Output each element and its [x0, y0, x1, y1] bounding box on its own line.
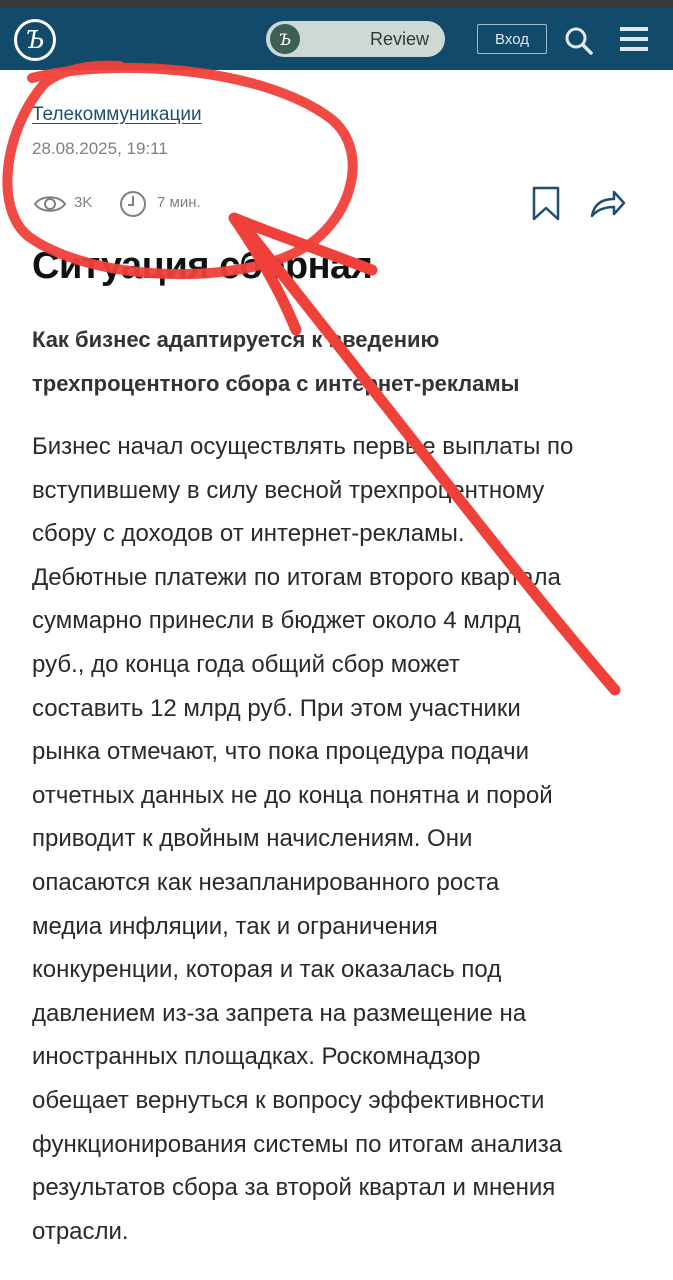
annotation-circle: [7, 66, 352, 274]
body-line: приводит к двойным начислениям. Они: [32, 825, 473, 853]
body-line: отчетных данных не до конца понятна и порой: [32, 781, 553, 809]
body-line: вступившему в силу весной трехпроцентному: [32, 476, 545, 504]
clock-icon: [118, 189, 148, 219]
body-line: конкуренции, которая и так оказалась под: [32, 956, 502, 984]
body-line: суммарно принесли в бюджет около 4 млрд: [32, 607, 521, 635]
body-line: Дебютные платежи по итогам второго квартала: [32, 563, 561, 591]
article-subtitle: [32, 318, 632, 406]
article-body: [32, 425, 642, 1253]
body-line: отрасли.: [32, 1217, 129, 1245]
site-header: [0, 8, 673, 70]
review-label: Review: [370, 29, 430, 49]
category-link[interactable]: Телекоммуникации: [32, 104, 202, 125]
body-line: составить 12 млрд руб. При этом участники: [32, 694, 521, 722]
review-button[interactable]: [266, 21, 445, 57]
body-line: обещает вернуться к вопросу эффективности: [32, 1086, 545, 1114]
site-logo[interactable]: [14, 19, 56, 61]
logo-letter: Ъ: [25, 26, 45, 54]
body-line: давлением из-за запрета на размещение на: [32, 999, 527, 1027]
read-time: 7 мин.: [157, 194, 201, 211]
eye-icon: [33, 192, 67, 216]
body-line: иностранных площадках. Роскомнадзор: [32, 1043, 481, 1071]
review-logo-icon: [270, 24, 300, 54]
publish-date: 28.08.2025, 19:11: [32, 139, 168, 158]
body-line: Бизнес начал осуществлять первые выплаты по: [32, 433, 574, 460]
body-line: функционирования системы по итогам анализа: [32, 1130, 563, 1158]
body-line: сбору с доходов от интернет-рекламы.: [32, 520, 465, 548]
subtitle-line: Как бизнес адаптируется к введению: [32, 327, 440, 352]
body-line: опасаются как незапланированного роста: [32, 868, 500, 896]
status-bar: [0, 0, 673, 8]
login-button[interactable]: Вход: [477, 24, 547, 54]
share-icon[interactable]: [588, 186, 626, 222]
article-title: Ситуация сборная: [32, 245, 373, 287]
review-logo-letter: Ъ: [278, 29, 292, 49]
body-line: руб., до конца года общий сбор может: [32, 650, 460, 678]
body-line: рынка отмечают, что пока процедура подачи: [32, 738, 530, 766]
views-count: 3K: [74, 194, 93, 211]
subtitle-line: трехпроцентного сбора с интернет-рекламы: [32, 371, 520, 396]
bookmark-icon[interactable]: [529, 186, 563, 222]
body-line: результатов сбора за второй квартал и мнения: [32, 1174, 556, 1202]
body-line: медиа инфляции, так и ограничения: [32, 912, 438, 940]
search-icon[interactable]: [564, 26, 594, 56]
hamburger-menu-icon[interactable]: [620, 26, 648, 52]
